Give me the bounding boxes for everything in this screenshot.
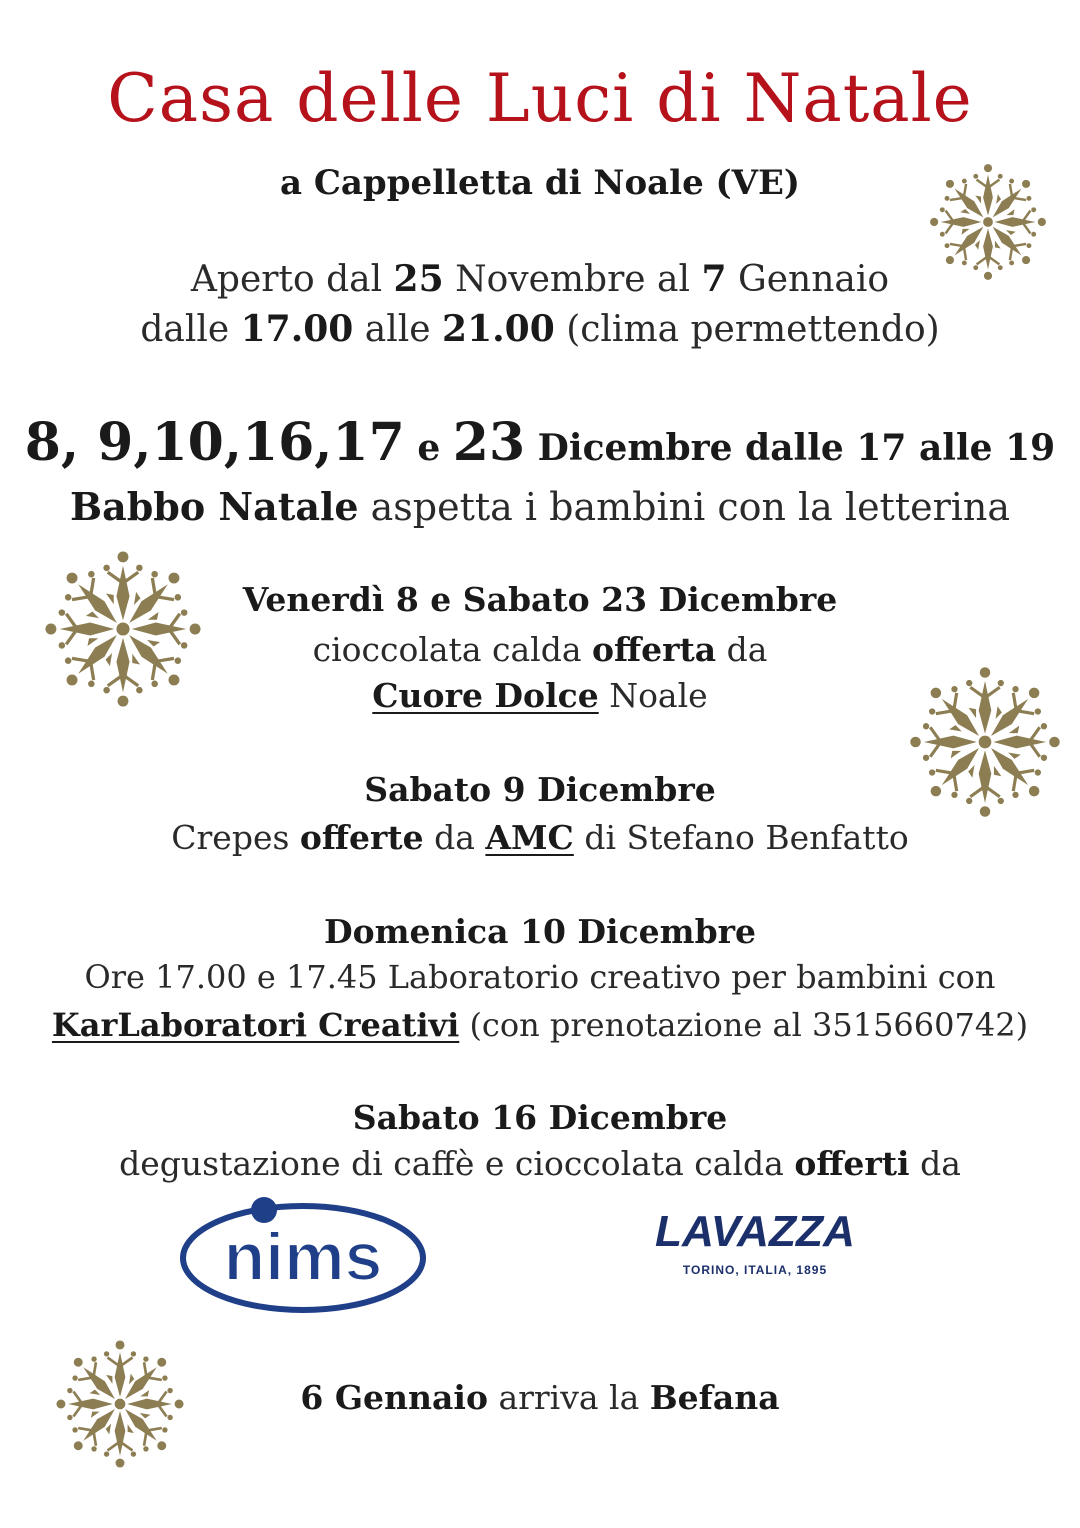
snowflake-icon xyxy=(905,662,1065,822)
event-heading-4: Sabato 16 Dicembre xyxy=(352,1098,728,1137)
event-line-2a: Crepes offerte da AMC di Stefano Benfatto xyxy=(171,818,909,857)
event-line-1a: cioccolata calda offerta da xyxy=(312,630,768,669)
sponsor-amc: AMC xyxy=(485,818,574,857)
event-heading-3: Domenica 10 Dicembre xyxy=(323,912,757,951)
santa-description: Babbo Natale aspetta i bambini con la letterina xyxy=(69,484,1011,529)
nims-wordmark: nims xyxy=(223,1219,383,1295)
sponsor-cuore-dolce: Cuore Dolce xyxy=(372,676,599,715)
event-line-4a: degustazione di caffè e cioccolata calda offerti da xyxy=(119,1144,961,1183)
santa-dates: 8, 9,10,16,17 e 23 Dicembre dalle 17 alle 19 xyxy=(24,412,1056,473)
befana-line: 6 Gennaio arriva la Befana xyxy=(300,1378,780,1417)
event-line-1b: Cuore Dolce Noale xyxy=(372,676,708,715)
lavazza-logo xyxy=(650,1198,860,1283)
event-heading-2: Sabato 9 Dicembre xyxy=(364,770,716,809)
snowflake-icon xyxy=(926,160,1050,284)
snowflake-icon xyxy=(40,546,206,712)
lavazza-wordmark: LAVAZZA xyxy=(655,1207,855,1256)
lavazza-tagline: TORINO, ITALIA, 1895 xyxy=(682,1263,828,1277)
sponsor-karlaboratori: KarLaboratori Creativi xyxy=(51,1006,460,1044)
subtitle: a Cappelletta di Noale (VE) xyxy=(279,163,801,203)
nims-logo xyxy=(178,1192,428,1316)
snowflake-icon xyxy=(52,1336,188,1472)
opening-dates: Aperto dal 25 Novembre al 7 Gennaio xyxy=(190,258,890,300)
page-title: Casa delle Luci di Natale xyxy=(107,60,973,137)
opening-hours: dalle 17.00 alle 21.00 (clima permettendo) xyxy=(140,308,940,350)
event-line-3a: Ore 17.00 e 17.45 Laboratorio creativo per bambini con xyxy=(84,958,996,996)
event-heading-1: Venerdì 8 e Sabato 23 Dicembre xyxy=(242,580,838,619)
event-line-3b: KarLaboratori Creativi (con prenotazione al 3515660742) xyxy=(51,1006,1029,1044)
